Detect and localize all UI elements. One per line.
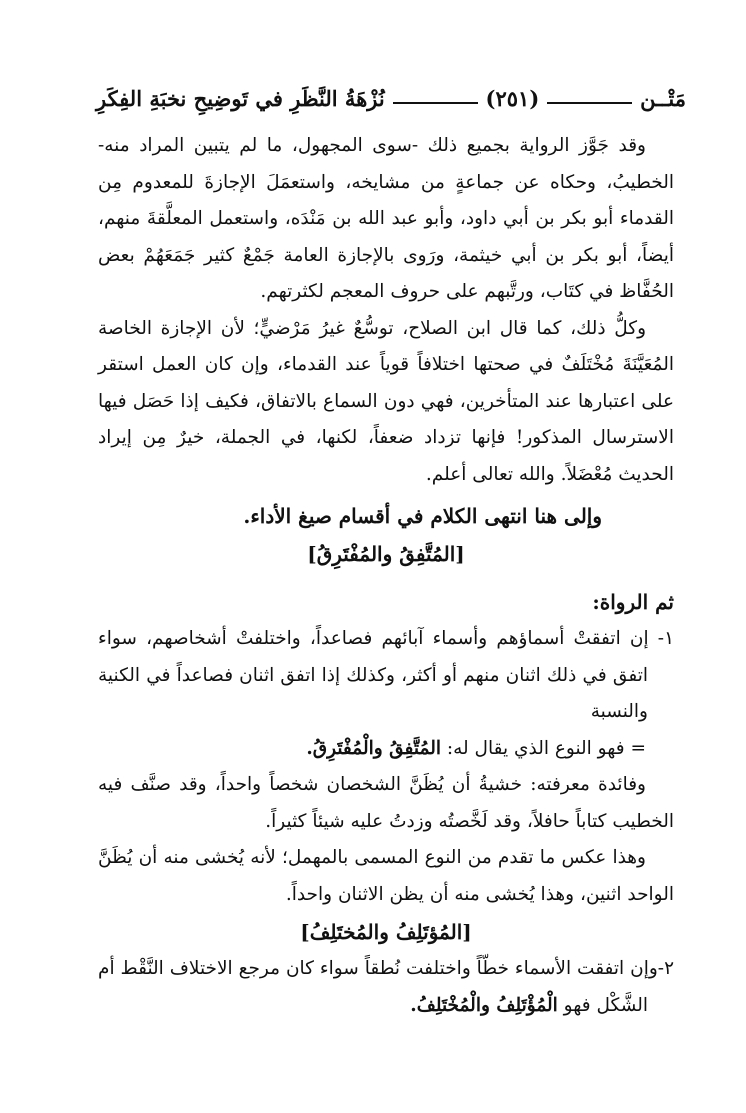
header-rule-right: [547, 102, 632, 104]
header-rule-left: [393, 102, 478, 104]
page-body: [98, 128, 674, 1024]
paragraph-muhmal: وهذا عكس ما تقدم من النوع المسمى بالمهمل؛ لأنه يُخشى منه أن يُظَنَّ الواحد اثنين، وهذا يُخشى منه أن يظن الاثنان واحداً.: [98, 847, 674, 905]
paragraph-item-2: [98, 951, 674, 1024]
subheading-mutalif: [المُؤتَلِفُ والمُختَلِفُ]: [300, 920, 472, 944]
term-mutalif: الْمُؤْتَلِفُ والْمُخْتَلِفُ.: [410, 994, 558, 1016]
section-end-heading: وإلى هنا انتهى الكلام في أقسام صيغ الأداء.: [243, 504, 602, 528]
paragraph-ibn-salah: وكلُّ ذلك، كما قال ابن الصلاح، توسُّعٌ غيرُ مَرْضيٍّ؛ لأن الإجازة الخاصة المُعَيَّنَةَ مُخْتَلَفٌ في صحتها اختلافاً قوياً عند القدماء، وإن كان العمل استقر على اعتبارها عند المتأخرين، فهي دون السماع بالاتفاق، فكيف إذا حَصَل فيها الاسترسال المذكور! فإنها تزداد ضعفاً، لكنها، في الجملة، خيرٌ مِن إيراد الحديث مُعْضَلاً. والله تعالى أعلم.: [98, 317, 674, 485]
section-label: مَتْــن: [640, 85, 686, 111]
paragraph-item-1-tail: [98, 731, 674, 768]
paragraph-item-1: [98, 621, 674, 731]
subheading-muttafiq: [المُتَّفِقُ والمُفْتَرِقُ]: [307, 542, 465, 566]
item-2-text: ٢-وإن اتفقت الأسماء خطّاً واختلفت نُطقاً سواء كان مرجع الاختلاف النَّقْط أم الشَّكْل فهو: [98, 958, 674, 1016]
paragraph-ijaza-narration: وقد جَوَّز الرواية بجميع ذلك -سوى المجهول، ما لم يتبين المراد منه- الخطيبُ، وحكاه عن جماعةٍ من مشايخه، واستعمَلَ الإجازةَ للمعدوم مِن القدماء أبو بكر بن أبي داود، وأبو عبد الله بن مَنْدَه، واستعمل المعلَّقةَ منهم، أيضاً، أبو بكر بن أبي خيثمة، ورَوى بالإجازة العامة جَمْعٌ كثير جَمَعَهُمْ بعض الحُفَّاظ في كتَاب، ورتَّبهم على حروف المعجم لكثرتهم.: [98, 135, 674, 302]
term-muttafiq: المُتَّفِقُ والْمُفْتَرِقُ.: [306, 737, 441, 759]
paragraph-benefit: وفائدة معرفته: خشيةُ أن يُظَنَّ الشخصان شخصاً واحداً، وقد صنَّف فيه الخطيب كتاباً حافلاً، وقد لَخَّصتُه وزدتُ عليه شيئاً كثيراً.: [98, 774, 674, 832]
running-header: [96, 78, 686, 118]
page-number: (٢٥١): [485, 85, 540, 111]
item-1-text: ١- إن اتفقتْ أسماؤهم وأسماء آبائهم فصاعداً، واختلفتْ أشخاصهم، سواء اتفق في ذلك اثنان منهم أو أكثر، وكذلك إذا اتفق اثنان فصاعداً في الكنية والنسبة: [98, 628, 674, 722]
book-title: نُزْهَةُ النَّظَرِ في تَوضِيحِ نخبَةِ الفِكَرِ: [96, 85, 385, 111]
narrators-heading: ثم الرواة:: [592, 590, 674, 614]
spacer: [98, 573, 674, 579]
item-1-tail-prefix: = فهو النوع الذي يقال له:: [440, 737, 646, 759]
